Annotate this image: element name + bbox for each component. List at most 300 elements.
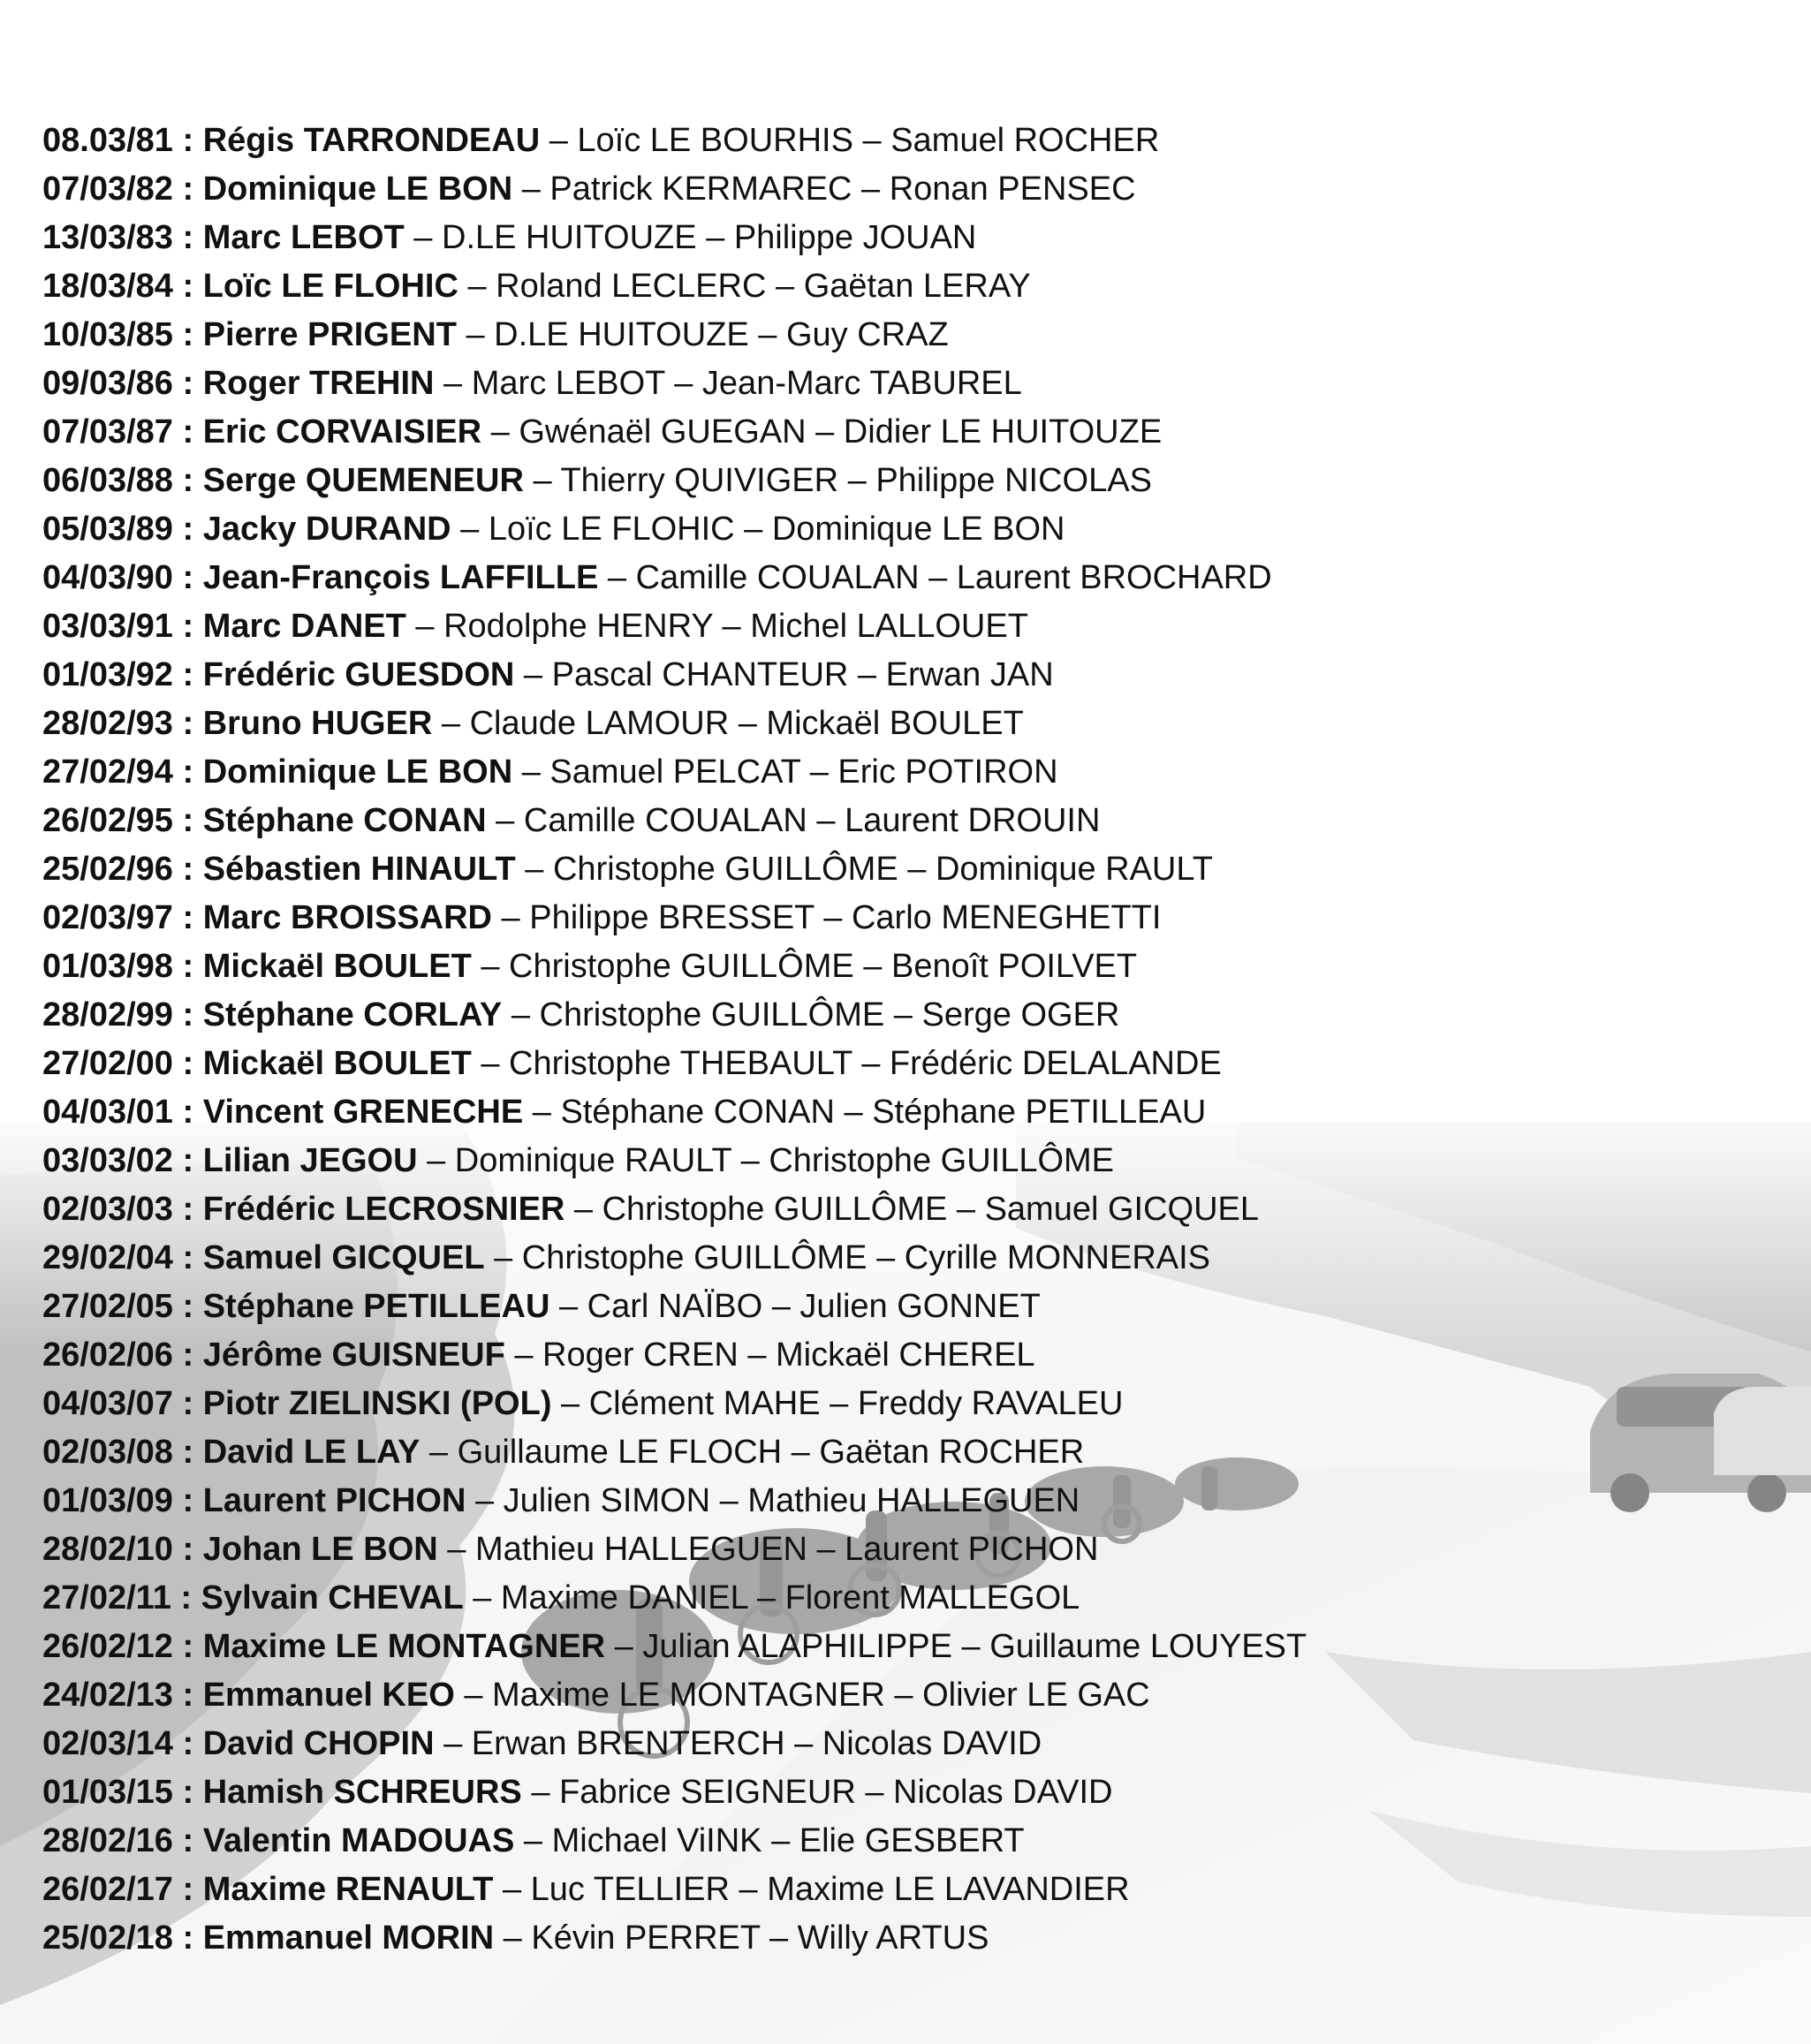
rank-separator: – [451, 511, 489, 548]
date-separator: : [172, 948, 203, 985]
race-date: 01/03/09 [42, 1482, 173, 1519]
winner-name: Bruno HUGER [202, 705, 433, 742]
date-separator: : [172, 1239, 203, 1276]
race-date: 01/03/98 [42, 948, 173, 985]
winner-name: Stéphane CORLAY [202, 996, 503, 1033]
palmares-row [42, 1574, 1800, 1623]
winner-name: Sébastien HINAULT [202, 851, 516, 888]
second-place-name: Roger CREN [542, 1336, 739, 1374]
rank-separator: – [484, 1239, 522, 1276]
rank-separator: – [493, 1871, 531, 1908]
date-separator: : [172, 753, 203, 791]
palmares-row [42, 1380, 1800, 1428]
race-date: 03/03/91 [42, 608, 173, 645]
race-date: 02/03/08 [42, 1434, 173, 1471]
winner-name: Lilian JEGOU [202, 1142, 418, 1179]
rank-separator: – [853, 948, 891, 985]
rank-separator: – [486, 802, 524, 839]
palmares-row [42, 505, 1800, 554]
third-place-name: Eric POTIRON [837, 753, 1058, 791]
second-place-name: Pascal CHANTEUR [551, 656, 849, 693]
rank-separator: – [512, 170, 550, 208]
rank-separator: – [434, 365, 472, 402]
rank-separator: – [551, 1385, 589, 1422]
rank-separator: – [852, 170, 890, 208]
rank-separator: – [515, 851, 553, 888]
second-place-name: Thierry QUIVIGER [560, 462, 839, 499]
race-date: 18/03/84 [42, 268, 173, 305]
second-place-name: Patrick KERMAREC [549, 170, 852, 208]
palmares-row [42, 1914, 1800, 1963]
race-date: 02/03/97 [42, 899, 173, 936]
race-date: 26/02/06 [42, 1336, 173, 1374]
race-date: 04/03/01 [42, 1094, 173, 1131]
rank-separator: – [898, 851, 936, 888]
rank-separator: – [784, 1725, 822, 1762]
date-separator: : [172, 268, 203, 305]
third-place-name: Olivier LE GAC [922, 1677, 1150, 1714]
rank-separator: – [696, 219, 734, 256]
third-place-name: Michel LALLOUET [750, 608, 1028, 645]
rank-separator: – [458, 268, 496, 305]
palmares-row [42, 991, 1800, 1040]
palmares-row [42, 457, 1800, 505]
second-place-name: Christophe GUILLÔME [509, 948, 854, 985]
winner-name: Maxime LE MONTAGNER [202, 1628, 606, 1665]
rank-separator: – [852, 1045, 890, 1082]
race-date: 25/02/18 [42, 1919, 173, 1957]
rank-separator: – [432, 705, 470, 742]
rank-separator: – [734, 511, 772, 548]
second-place-name: Fabrice SEIGNEUR [559, 1774, 856, 1811]
palmares-row [42, 651, 1800, 700]
rank-separator: – [456, 316, 495, 353]
rank-separator: – [820, 1385, 858, 1422]
second-place-name: Christophe GUILLÔME [539, 996, 885, 1033]
date-separator: : [172, 1774, 203, 1811]
rank-separator: – [514, 656, 552, 693]
date-separator: : [172, 559, 203, 596]
date-separator: : [172, 1191, 203, 1228]
rank-separator: – [504, 1336, 543, 1374]
palmares-row [42, 1283, 1800, 1331]
race-date: 02/03/14 [42, 1725, 173, 1762]
third-place-name: Florent MALLEGOL [784, 1579, 1080, 1616]
third-place-name: Laurent BROCHARD [956, 559, 1272, 596]
date-separator: : [172, 705, 203, 742]
third-place-name: Philippe NICOLAS [875, 462, 1152, 499]
third-place-name: Gaëtan ROCHER [819, 1434, 1085, 1471]
winner-name: Marc DANET [202, 608, 406, 645]
third-place-name: Carlo MENEGHETTI [851, 899, 1162, 936]
race-date: 25/02/96 [42, 851, 173, 888]
date-separator: : [172, 1725, 203, 1762]
third-place-name: Nicolas DAVID [822, 1725, 1042, 1762]
third-place-name: Didier LE HUITOUZE [843, 413, 1163, 450]
palmares-row [42, 1428, 1800, 1477]
rank-separator: – [471, 1045, 510, 1082]
rank-separator: – [747, 1579, 785, 1616]
winner-name: David CHOPIN [202, 1725, 435, 1762]
race-date: 27/02/94 [42, 753, 173, 791]
winner-name: Frédéric GUESDON [202, 656, 515, 693]
race-date: 28/02/93 [42, 705, 173, 742]
second-place-name: Maxime LE MONTAGNER [492, 1677, 885, 1714]
second-place-name: Samuel PELCAT [549, 753, 801, 791]
third-place-name: Elie GESBERT [799, 1822, 1025, 1859]
second-place-name: Camille COUALAN [635, 559, 920, 596]
palmares-row [42, 311, 1800, 360]
third-place-name: Gaëtan LERAY [803, 268, 1031, 305]
third-place-name: Jean-Marc TABUREL [701, 365, 1022, 402]
rank-separator: – [762, 1288, 800, 1325]
second-place-name: Christophe GUILLÔME [521, 1239, 868, 1276]
date-separator: : [172, 1871, 203, 1908]
rank-separator: – [514, 1822, 552, 1859]
palmares-row [42, 1866, 1800, 1914]
rank-separator: – [494, 1919, 532, 1957]
race-date: 26/02/95 [42, 802, 173, 839]
winner-name: Régis TARRONDEAU [202, 122, 541, 159]
palmares-row [42, 1720, 1800, 1768]
third-place-name: Julien GONNET [799, 1288, 1041, 1325]
winner-name: Stéphane CONAN [202, 802, 487, 839]
second-place-name: Julien SIMON [503, 1482, 711, 1519]
race-date: 27/02/11 [42, 1579, 171, 1616]
rank-separator: – [664, 365, 702, 402]
second-place-name: Dominique RAULT [454, 1142, 732, 1179]
third-place-name: Laurent PICHON [845, 1531, 1099, 1568]
third-place-name: Christophe GUILLÔME [769, 1142, 1115, 1179]
race-date: 26/02/17 [42, 1871, 173, 1908]
rank-separator: – [884, 996, 922, 1033]
palmares-row [42, 554, 1800, 602]
palmares-row [42, 165, 1800, 214]
winner-name: Piotr ZIELINSKI (POL) [202, 1385, 552, 1422]
third-place-name: Serge OGER [921, 996, 1120, 1033]
third-place-name: Willy ARTUS [797, 1919, 989, 1957]
winner-name: Dominique LE BON [202, 753, 513, 791]
winner-name: Loïc LE FLOHIC [202, 268, 458, 305]
race-date: 01/03/92 [42, 656, 173, 693]
rank-separator: – [729, 705, 767, 742]
rank-separator: – [766, 268, 804, 305]
rank-separator: – [512, 753, 550, 791]
rank-separator: – [884, 1677, 923, 1714]
palmares-row [42, 408, 1800, 457]
rank-separator: – [466, 1482, 504, 1519]
winner-name: Dominique LE BON [202, 170, 513, 208]
date-separator: : [172, 1385, 203, 1422]
palmares-row [42, 1671, 1800, 1720]
rank-separator: – [405, 608, 444, 645]
rank-separator: – [521, 1774, 560, 1811]
rank-separator: – [492, 899, 530, 936]
rank-separator: – [404, 219, 442, 256]
third-place-name: Mathieu HALLEGUEN [747, 1482, 1080, 1519]
date-separator: : [172, 851, 203, 888]
date-separator: : [172, 316, 203, 353]
rank-separator: – [951, 1628, 990, 1665]
rank-separator: – [481, 413, 519, 450]
second-place-name: Kévin PERRET [531, 1919, 761, 1957]
rank-separator: – [471, 948, 510, 985]
winner-name: Sylvain CHEVAL [201, 1579, 464, 1616]
rank-separator: – [710, 1482, 748, 1519]
race-date: 02/03/03 [42, 1191, 173, 1228]
palmares-row [42, 943, 1800, 991]
second-place-name: Julian ALAPHILIPPE [642, 1628, 952, 1665]
rank-separator: – [523, 462, 561, 499]
second-place-name: Michael ViINK [551, 1822, 762, 1859]
third-place-name: Freddy RAVALEU [857, 1385, 1124, 1422]
rank-separator: – [848, 656, 886, 693]
race-date: 28/02/99 [42, 996, 173, 1033]
second-place-name: Stéphane CONAN [560, 1094, 835, 1131]
winner-name: Pierre PRIGENT [202, 316, 457, 353]
winner-name: Eric CORVAISIER [202, 413, 482, 450]
second-place-name: Carl NAÏBO [587, 1288, 763, 1325]
rank-separator: – [729, 1871, 768, 1908]
palmares-row [42, 748, 1800, 797]
date-separator: : [172, 996, 203, 1033]
race-date: 01/03/15 [42, 1774, 173, 1811]
rank-separator: – [919, 559, 957, 596]
palmares-row [42, 602, 1800, 651]
rank-separator: – [782, 1434, 820, 1471]
third-place-name: Mickaël CHEREL [776, 1336, 1035, 1374]
date-separator: : [172, 899, 203, 936]
third-place-name: Nicolas DAVID [893, 1774, 1113, 1811]
third-place-name: Dominique RAULT [935, 851, 1213, 888]
rank-separator: – [807, 802, 845, 839]
race-date: 29/02/04 [42, 1239, 173, 1276]
winner-name: Maxime RENAULT [202, 1871, 494, 1908]
third-place-name: Samuel ROCHER [890, 122, 1160, 159]
winner-name: Roger TREHIN [202, 365, 435, 402]
date-separator: : [172, 462, 203, 499]
race-date: 07/03/87 [42, 413, 173, 450]
date-separator: : [172, 170, 203, 208]
date-separator: : [172, 511, 203, 548]
winner-name: Mickaël BOULET [202, 1045, 472, 1082]
rank-separator: – [814, 899, 852, 936]
rank-separator: – [598, 559, 636, 596]
winner-name: Emmanuel MORIN [202, 1919, 495, 1957]
rank-separator: – [867, 1239, 905, 1276]
date-separator: : [172, 1094, 203, 1131]
palmares-row [42, 360, 1800, 408]
palmares-row [42, 1234, 1800, 1283]
winner-name: Jean-François LAFFILLE [202, 559, 599, 596]
third-place-name: Samuel GICQUEL [984, 1191, 1260, 1228]
rank-separator: – [762, 1822, 799, 1859]
date-separator: : [172, 608, 203, 645]
date-separator: : [172, 219, 203, 256]
rank-separator: – [855, 1774, 894, 1811]
second-place-name: D.LE HUITOUZE [494, 316, 749, 353]
third-place-name: Cyrille MONNERAIS [904, 1239, 1211, 1276]
rank-separator: – [437, 1531, 475, 1568]
second-place-name: Erwan BRENTERCH [471, 1725, 785, 1762]
winner-name: Johan LE BON [202, 1531, 438, 1568]
palmares-row [42, 1817, 1800, 1866]
race-date: 28/02/16 [42, 1822, 173, 1859]
date-separator: : [172, 1434, 203, 1471]
date-separator: : [172, 802, 203, 839]
third-place-name: Stéphane PETILLEAU [872, 1094, 1207, 1131]
rank-separator: – [549, 1288, 587, 1325]
palmares-row [42, 1088, 1800, 1137]
rank-separator: – [748, 316, 786, 353]
third-place-name: Mickaël BOULET [766, 705, 1024, 742]
race-date: 26/02/12 [42, 1628, 173, 1665]
second-place-name: Luc TELLIER [530, 1871, 730, 1908]
winner-name: Valentin MADOUAS [202, 1822, 515, 1859]
second-place-name: Roland LECLERC [496, 268, 767, 305]
winner-name: Marc LEBOT [202, 219, 405, 256]
race-date: 10/03/85 [42, 316, 173, 353]
race-date: 03/03/02 [42, 1142, 173, 1179]
winner-name: Marc BROISSARD [202, 899, 492, 936]
winner-name: Hamish SCHREURS [202, 1774, 522, 1811]
date-separator: : [172, 1142, 203, 1179]
winner-name: Mickaël BOULET [202, 948, 472, 985]
second-place-name: Marc LEBOT [471, 365, 665, 402]
rank-separator: – [565, 1191, 602, 1228]
second-place-name: Mathieu HALLEGUEN [474, 1531, 807, 1568]
rank-separator: – [463, 1579, 501, 1616]
palmares-row [42, 1525, 1800, 1574]
race-date: 27/02/00 [42, 1045, 173, 1082]
third-place-name: Ronan PENSEC [889, 170, 1136, 208]
palmares-row [42, 845, 1800, 894]
palmares-row [42, 1040, 1800, 1088]
winner-name: Vincent GRENECHE [202, 1094, 524, 1131]
rank-separator: – [807, 1531, 845, 1568]
date-separator: : [172, 413, 203, 450]
race-date: 06/03/88 [42, 462, 173, 499]
third-place-name: Laurent DROUIN [845, 802, 1101, 839]
race-date: 09/03/86 [42, 365, 173, 402]
winner-name: Samuel GICQUEL [202, 1239, 485, 1276]
date-separator: : [172, 1045, 203, 1082]
date-separator: : [172, 1288, 203, 1325]
date-separator: : [172, 122, 203, 159]
third-place-name: Erwan JAN [885, 656, 1054, 693]
date-separator: : [172, 1531, 203, 1568]
rank-separator: – [434, 1725, 472, 1762]
palmares-row [42, 1331, 1800, 1380]
race-date: 08.03/81 [42, 122, 173, 159]
palmares-row [42, 894, 1800, 943]
rank-separator: – [947, 1191, 985, 1228]
rank-separator: – [760, 1919, 798, 1957]
winner-name: Jacky DURAND [202, 511, 451, 548]
race-date: 28/02/10 [42, 1531, 173, 1568]
palmares-row [42, 262, 1800, 311]
second-place-name: Guillaume LE FLOCH [457, 1434, 783, 1471]
rank-separator: – [731, 1142, 769, 1179]
date-separator: : [172, 1628, 203, 1665]
race-date: 05/03/89 [42, 511, 173, 548]
rank-separator: – [838, 462, 876, 499]
third-place-name: Dominique LE BON [771, 511, 1065, 548]
second-place-name: Christophe GUILLÔME [602, 1191, 948, 1228]
date-separator: : [172, 1919, 203, 1957]
winner-name: Laurent PICHON [202, 1482, 466, 1519]
date-separator: : [172, 1822, 203, 1859]
palmares-row [42, 700, 1800, 748]
rank-separator: – [738, 1336, 777, 1374]
second-place-name: Clément MAHE [588, 1385, 821, 1422]
second-place-name: Christophe THEBAULT [509, 1045, 852, 1082]
rank-separator: – [523, 1094, 561, 1131]
palmares-row [42, 1768, 1800, 1817]
date-separator: : [172, 1336, 203, 1374]
rank-separator: – [834, 1094, 873, 1131]
rank-separator: – [420, 1434, 458, 1471]
palmares-row [42, 1137, 1800, 1185]
winner-name: Emmanuel KEO [202, 1677, 455, 1714]
palmares-row [42, 797, 1800, 845]
rank-separator: – [417, 1142, 455, 1179]
race-date: 13/03/83 [42, 219, 173, 256]
third-place-name: Philippe JOUAN [733, 219, 977, 256]
second-place-name: Claude LAMOUR [469, 705, 730, 742]
second-place-name: Philippe BRESSET [529, 899, 815, 936]
second-place-name: Loïc LE BOURHIS [577, 122, 853, 159]
race-date: 04/03/07 [42, 1385, 173, 1422]
rank-separator: – [800, 753, 838, 791]
palmares-row [42, 1623, 1800, 1671]
date-separator: : [172, 656, 203, 693]
winner-name: Frédéric LECROSNIER [202, 1191, 565, 1228]
rank-separator: – [806, 413, 844, 450]
rank-separator: – [852, 122, 891, 159]
third-place-name: Benoît POILVET [891, 948, 1138, 985]
second-place-name: Gwénaël GUEGAN [519, 413, 807, 450]
second-place-name: Maxime DANIEL [500, 1579, 748, 1616]
third-place-name: Frédéric DELALANDE [889, 1045, 1222, 1082]
race-date: 24/02/13 [42, 1677, 173, 1714]
date-separator: : [170, 1579, 201, 1616]
palmares-row [42, 214, 1800, 262]
date-separator: : [172, 1482, 203, 1519]
rank-separator: – [454, 1677, 493, 1714]
race-date: 27/02/05 [42, 1288, 173, 1325]
palmares-row [42, 117, 1800, 165]
third-place-name: Guy CRAZ [785, 316, 949, 353]
winner-name: Stéphane PETILLEAU [202, 1288, 550, 1325]
palmares-row [42, 1477, 1800, 1525]
date-separator: : [172, 365, 203, 402]
rank-separator: – [502, 996, 540, 1033]
rank-separator: – [540, 122, 578, 159]
rank-separator: – [713, 608, 751, 645]
winner-name: David LE LAY [202, 1434, 421, 1471]
second-place-name: Christophe GUILLÔME [552, 851, 898, 888]
race-date: 07/03/82 [42, 170, 173, 208]
second-place-name: Camille COUALAN [523, 802, 807, 839]
date-separator: : [172, 1677, 203, 1714]
rank-separator: – [605, 1628, 643, 1665]
palmares-list [42, 117, 1800, 1963]
third-place-name: Guillaume LOUYEST [989, 1628, 1307, 1665]
second-place-name: D.LE HUITOUZE [442, 219, 697, 256]
second-place-name: Rodolphe HENRY [443, 608, 713, 645]
third-place-name: Maxime LE LAVANDIER [767, 1871, 1130, 1908]
